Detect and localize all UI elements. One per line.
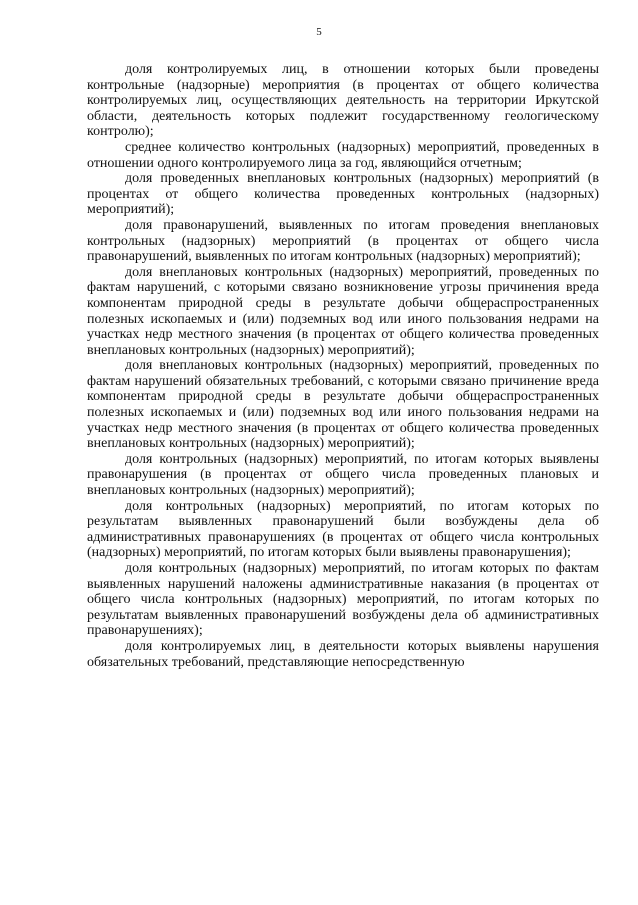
page-number: 5 [316,26,322,38]
paragraph: доля контрольных (надзорных) мероприятий, по итогам которых по результатам выявленных правонарушений были возбуждены дела об административных правонарушениях (в процентах от общего числа контрольных (надзорных) мероприятий, по итогам которых были выявлены правонарушения); [87,498,599,561]
paragraph: доля внеплановых контрольных (надзорных) мероприятий, проведенных по фактам нарушений, с которыми связано возникновение угрозы причинения вреда компонентам природной среды в результате добычи общераспространенных полезных ископаемых и (или) подземных вод или иного пользования недрами на участках недр местного значения (в процентах от общего количества проведенных внеплановых контрольных (надзорных) мероприятий); [87,264,599,358]
paragraph: доля контрольных (надзорных) мероприятий, по итогам которых выявлены правонарушения (в процентах от общего числа проведенных плановых и внеплановых контрольных (надзорных) мероприятий); [87,451,599,499]
paragraph: доля контролируемых лиц, в отношении которых были проведены контрольные (надзорные) мероприятия (в процентах от общего количества контролируемых лиц, осуществляющих деятельность на территории Иркутской области, деятельность которых подлежит государственному геологическому контролю); [87,62,599,140]
paragraph: доля правонарушений, выявленных по итогам проведения внеплановых контрольных (надзорных) мероприятий (в процентах от общего числа правонарушений, выявленных по итогам контрольных (надзорных) мероприятий); [87,217,599,265]
document-body [87,62,599,670]
paragraph: доля контрольных (надзорных) мероприятий, по итогам которых по фактам выявленных нарушений наложены административные наказания (в процентах от общего числа контрольных (надзорных) мероприятий, по итогам которых по результатам выявленных правонарушений возбуждены дела об административных правонарушениях); [87,561,599,639]
paragraph: доля проведенных внеплановых контрольных (надзорных) мероприятий (в процентах от общего количества проведенных контрольных (надзорных) мероприятий); [87,171,599,218]
paragraph: доля внеплановых контрольных (надзорных) мероприятий, проведенных по фактам нарушений обязательных требований, с которыми связано причинение вреда компонентам природной среды в результате добычи общераспространенных полезных ископаемых и (или) подземных вод или иного пользования недрами на участках недр местного значения (в процентах от общего количества проведенных внеплановых контрольных (надзорных) мероприятий); [87,358,599,452]
paragraph: доля контролируемых лиц, в деятельности которых выявлены нарушения обязательных требований, представляющие непосредственную [87,638,599,670]
paragraph: среднее количество контрольных (надзорных) мероприятий, проведенных в отношении одного контролируемого лица за год, являющийся отчетным; [87,139,599,171]
